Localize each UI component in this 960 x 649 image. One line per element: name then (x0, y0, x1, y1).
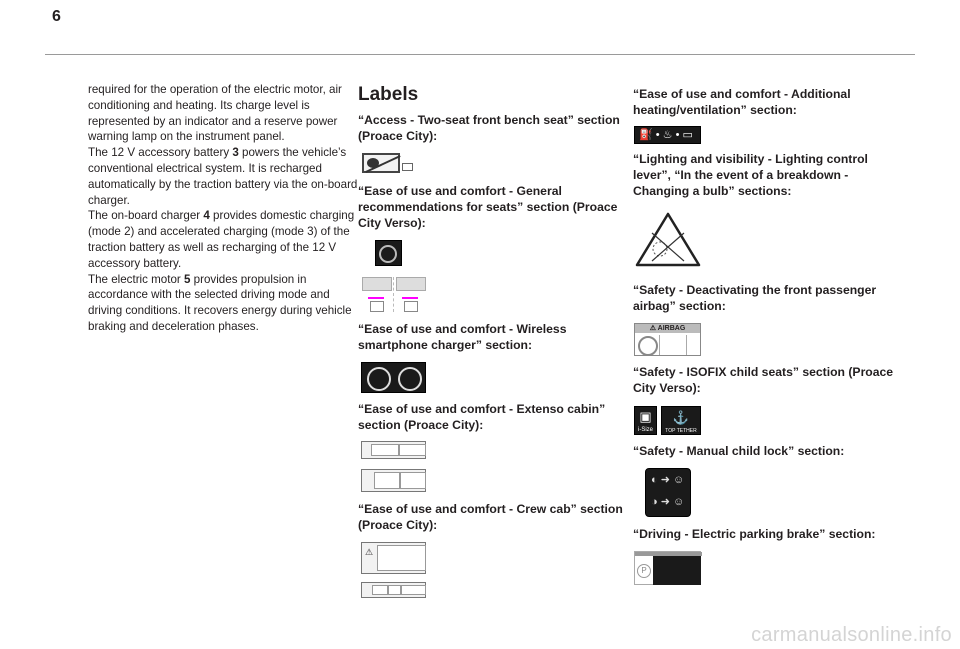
heating-label-image: ⛽ • ♨ • ▭ (634, 126, 701, 144)
section-heading: “Ease of use and comfort - Extenso cabin” section (Proace City): (358, 402, 606, 432)
text: The on-board charger (88, 209, 204, 223)
no-key-icon (367, 367, 391, 391)
anchor-icon: ⚓ (672, 410, 690, 425)
cross-icon (652, 233, 684, 261)
warning-icon: ⚠ (365, 547, 374, 557)
top-tether-text: TOP TETHER (665, 428, 697, 434)
section-heading: “Safety - ISOFIX child seats” section (Proace City Verso): (633, 365, 894, 395)
seat-icon (371, 444, 399, 456)
park-text: P (641, 566, 647, 575)
page-number: 6 (52, 8, 61, 25)
park-icon (637, 564, 651, 578)
seat-icon (399, 444, 426, 456)
paragraph (88, 272, 360, 335)
seat-allowed-icon (400, 472, 426, 489)
manual-book-icon: ▭ (682, 129, 693, 141)
airbag-header: ⚠ AIRBAG (635, 324, 700, 333)
text: required for the operation of the electric motor, air conditioning and heating. Its charge level is represented by an indicator and a reserve power warning lamp on the instrument panel. (88, 83, 342, 144)
heater-icon: ♨ (662, 129, 673, 141)
isize-text: i-Size (637, 427, 653, 433)
no-card-icon (398, 367, 422, 391)
watermark: carmanualsonline.info (751, 624, 952, 646)
lock-engaged-icon: ◐ ➜ ☺ (651, 474, 685, 486)
prohibited-icon (379, 245, 397, 263)
callout-number: 5 (184, 272, 191, 286)
lock-disengaged-icon: ◑ ➜ ☺ (651, 496, 685, 508)
section-heading: “Ease of use and comfort - Additional heating/ventilation” section: (633, 87, 851, 117)
manual-book-icon (402, 163, 413, 171)
section-heading: “Access - Two-seat front bench seat” section (Proace City): (358, 113, 620, 143)
section-heading: “Ease of use and comfort - General recommendations for seats” section (Proace City Verso): (358, 184, 618, 230)
warning-triangle-icon (637, 214, 699, 265)
isize-label-image (634, 406, 657, 435)
seat-icon (377, 545, 426, 571)
no-rear-facing-seat-icon (638, 336, 658, 356)
callout-number: 3 (232, 146, 239, 160)
child-seat-icon: ▣ (639, 409, 652, 424)
seat-warning-label-image (375, 240, 402, 266)
text: The 12 V accessory battery (88, 146, 233, 160)
seat-prohibited-icon (374, 472, 400, 489)
extenso-label-image-1 (361, 441, 426, 459)
parking-brake-label-image (634, 551, 701, 585)
top-tether-label-image (661, 406, 701, 435)
instructions-panel (653, 556, 701, 585)
callout-number: 4 (203, 209, 210, 223)
manual-book-icon (370, 301, 384, 312)
paragraph (88, 82, 360, 145)
bench-seat-label-image (362, 153, 400, 173)
airbag-text: AIRBAG (657, 325, 686, 332)
intro-text (88, 82, 360, 335)
airbag-label-image (634, 323, 701, 356)
seat-icon (401, 585, 426, 595)
manual-book-icon (404, 301, 418, 312)
header-divider (45, 54, 915, 55)
seats-icon (396, 277, 426, 291)
arrows-icon (402, 291, 418, 299)
seats-icon (362, 277, 392, 291)
section-heading: “Ease of use and comfort - Crew cab” section (Proace City): (358, 502, 623, 532)
section-heading: “Lighting and visibility - Lighting control lever”, “In the event of a breakdown - Changing a bulb” sections: (633, 152, 868, 198)
seat-icon (388, 585, 401, 595)
text: powers the vehicle’s conventional electrical system. It is recharged automatically by the traction battery via the on-board charger. (88, 146, 358, 207)
arrows-icon (368, 291, 384, 299)
text: The electric motor (88, 272, 184, 286)
extenso-label-image-2 (361, 469, 426, 492)
section-heading: “Ease of use and comfort - Wireless smartphone charger” section: (358, 322, 567, 352)
section-heading: “Safety - Manual child lock” section: (633, 444, 845, 458)
fuel-pump-icon: ⛽ (639, 129, 653, 141)
paragraph (88, 145, 360, 208)
child-lock-label-image (645, 468, 691, 517)
seat-layout-label-image (362, 277, 426, 312)
divider (393, 277, 394, 312)
crew-cab-label-image-2 (361, 582, 426, 598)
wireless-charger-label-image (361, 362, 426, 393)
section-heading: “Safety - Deactivating the front passenger airbag” section: (633, 283, 877, 313)
bulb-warning-label-image (634, 211, 702, 269)
crew-cab-label-image-1 (361, 542, 426, 574)
seat-icon (372, 585, 388, 595)
section-heading: “Driving - Electric parking brake” section: (633, 527, 876, 541)
text: provides propulsion in accordance with the selected driving mode and driving conditions. It recovers energy during vehicle braking and deceleration phases. (88, 272, 352, 333)
paragraph (88, 208, 360, 271)
text: provides domestic charging (mode 2) and accelerated charging (mode 3) of the traction battery as well as recharging of the 12 V accessory battery. (88, 209, 355, 270)
airbag-seat-icon (659, 335, 687, 355)
labels-title: Labels (358, 84, 419, 105)
